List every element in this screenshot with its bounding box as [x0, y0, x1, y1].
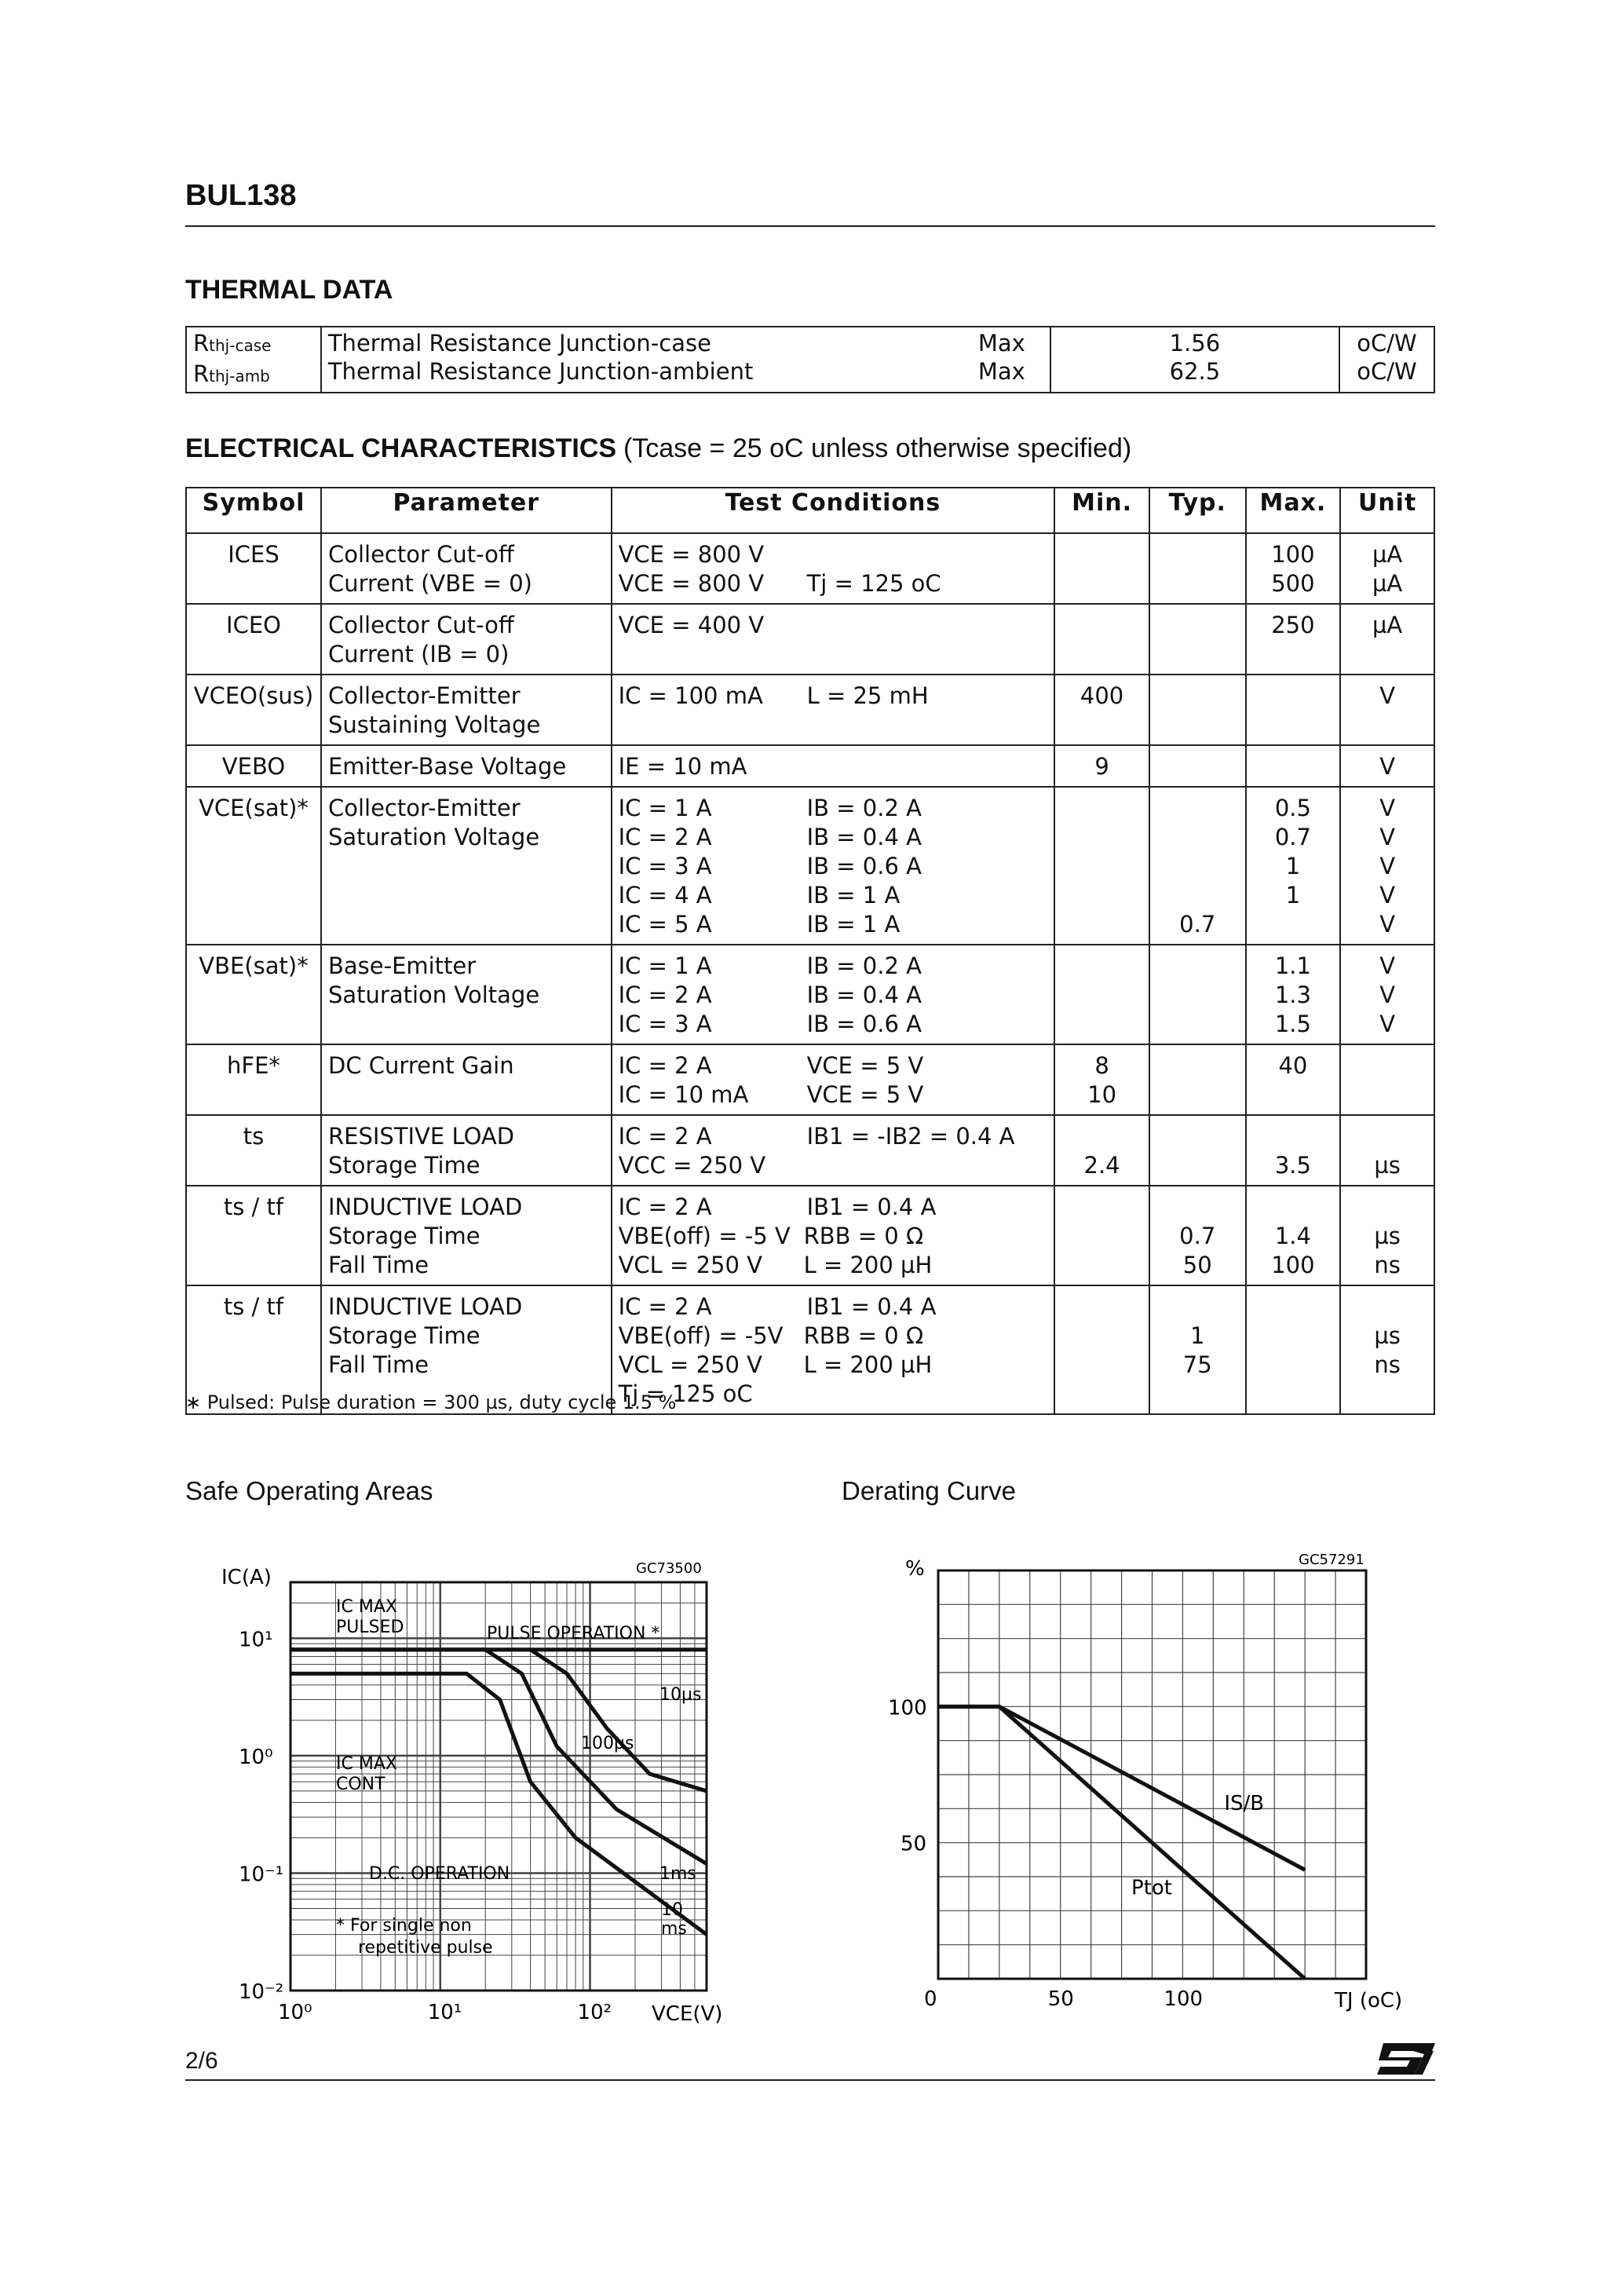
electrical-table [185, 487, 1435, 1415]
conditions-cell: VCE = 400 V [612, 604, 1055, 675]
conditions-cell: IC = 1 A IB = 0.2 A IC = 2 A IB = 0.4 A IC = 3 A IB = 0.6 A [612, 945, 1055, 1044]
min-cell: 9 [1054, 745, 1149, 787]
conditions-cell: IC = 2 A VCE = 5 V IC = 10 mA VCE = 5 V [612, 1044, 1055, 1115]
max-cell: 1.4 100 [1246, 1186, 1341, 1285]
parameter-cell: Collector-Emitter Sustaining Voltage [321, 675, 612, 745]
unit-cell [1340, 1044, 1434, 1115]
max-cell: 0.5 0.7 1 1 [1246, 787, 1341, 945]
col-symbol: Symbol [186, 488, 321, 533]
col-unit: Unit [1340, 488, 1434, 533]
header-rule [185, 225, 1435, 227]
conditions-cell: IC = 2 A IB1 = 0.4 A VBE(off) = -5V RBB = 0 Ω VCL = 250 V L = 200 µH Tj = 125 oC [612, 1285, 1055, 1414]
footnote: ∗ Pulsed: Pulse duration = 300 µs, duty cycle 1.5 % [185, 1391, 677, 1413]
min-cell: 400 [1054, 675, 1149, 745]
page-number: 2/6 [185, 2048, 218, 2074]
thermal-title: THERMAL DATA [185, 275, 393, 305]
x-tick-label: 50 [1047, 1987, 1074, 2011]
min-cell [1054, 533, 1149, 604]
soa-annotation: * For single non [336, 1916, 472, 1936]
y-tick-label: 10⁻² [239, 1980, 284, 2004]
symbol-cell: ICEO [186, 604, 321, 675]
soa-annotation: 10 [661, 1900, 683, 1920]
soa-annotation: 1ms [659, 1864, 696, 1884]
conditions-cell: VCE = 800 V VCE = 800 V Tj = 125 oC [612, 533, 1055, 604]
soa-caption: Safe Operating Areas [185, 1476, 433, 1505]
min-cell [1054, 787, 1149, 945]
min-cell [1054, 604, 1149, 675]
typ-cell [1149, 1115, 1246, 1186]
thermal-table [185, 326, 1435, 393]
unit-cell: µs ns [1340, 1186, 1434, 1285]
parameter-cell: Collector-Emitter Saturation Voltage [321, 787, 612, 945]
col-conditions: Test Conditions [612, 488, 1055, 533]
x-tick-label: 10² [577, 2001, 612, 2024]
x-tick-label: 100 [1164, 1987, 1204, 2011]
thermal-rows [186, 327, 1434, 393]
symbol-cell: ts / tf [186, 1285, 321, 1414]
typ-cell [1149, 1044, 1246, 1115]
typ-cell: 0.7 50 [1149, 1186, 1246, 1285]
symbol-cell: VCEO(sus) [186, 675, 321, 745]
y-tick-label: 100 [888, 1696, 927, 1720]
thermal-units: oC/W oC/W [1339, 327, 1434, 393]
thermal-descriptions: Thermal Resistance Junction-case Max Thermal Resistance Junction-ambient Max [321, 327, 1050, 393]
max-cell [1246, 745, 1341, 787]
symbol-cell: VCE(sat)* [186, 787, 321, 945]
unit-cell: µs ns [1340, 1285, 1434, 1414]
derating-caption: Derating Curve [842, 1476, 1016, 1505]
typ-cell: 0.7 [1149, 787, 1246, 945]
soa-annotation: 100µs [581, 1734, 634, 1753]
table-row [186, 945, 1434, 1044]
series-label-ptot: Ptot [1131, 1876, 1173, 1900]
series-label-isb: IS/B [1224, 1792, 1265, 1816]
footer-rule [185, 2079, 1435, 2081]
series-line [290, 1673, 707, 1934]
parameter-cell: Emitter-Base Voltage [321, 745, 612, 787]
thermal-values: 1.56 62.5 [1050, 327, 1339, 393]
min-cell [1054, 945, 1149, 1044]
soa-annotation: IC MAX [336, 1754, 397, 1774]
x-axis-label: VCE(V) [652, 2002, 723, 2026]
soa-annotation: 10µs [659, 1685, 702, 1705]
min-cell [1054, 1186, 1149, 1285]
symbol-cell: ts [186, 1115, 321, 1186]
max-cell [1246, 675, 1341, 745]
max-cell: 3.5 [1246, 1115, 1341, 1186]
soa-annotation: PULSE OPERATION * [487, 1624, 660, 1643]
conditions-cell: IC = 2 A IB1 = -IB2 = 0.4 A VCC = 250 V [612, 1115, 1055, 1186]
conditions-cell: IE = 10 mA [612, 745, 1055, 787]
col-parameter: Parameter [321, 488, 612, 533]
table-row [186, 1115, 1434, 1186]
col-typ: Typ. [1149, 488, 1246, 533]
unit-cell: V V V [1340, 945, 1434, 1044]
symbol-cell: VEBO [186, 745, 321, 787]
typ-cell [1149, 745, 1246, 787]
col-max: Max. [1246, 488, 1341, 533]
max-cell [1246, 1285, 1341, 1414]
thermal-symbols: Rthj-case Rthj-amb [186, 327, 321, 393]
max-cell: 40 [1246, 1044, 1341, 1115]
soa-annotation: ms [661, 1919, 687, 1939]
soa-annotation: D.C. OPERATION [369, 1864, 510, 1884]
parameter-cell: INDUCTIVE LOAD Storage Time Fall Time [321, 1285, 612, 1414]
unit-cell: V V V V V [1340, 787, 1434, 945]
table-row [186, 604, 1434, 675]
symbol-cell: hFE* [186, 1044, 321, 1115]
parameter-cell: DC Current Gain [321, 1044, 612, 1115]
max-cell: 250 [1246, 604, 1341, 675]
figure-code: GC73500 [636, 1560, 702, 1577]
typ-cell [1149, 675, 1246, 745]
table-row [186, 675, 1434, 745]
y-tick-label: 10⁰ [239, 1745, 273, 1769]
x-tick-label: 10⁰ [278, 2001, 312, 2024]
unit-cell: µs [1340, 1115, 1434, 1186]
y-tick-label: 10¹ [239, 1628, 273, 1652]
symbol-cell: ICES [186, 533, 321, 604]
table-row [186, 533, 1434, 604]
parameter-cell: RESISTIVE LOAD Storage Time [321, 1115, 612, 1186]
symbol-cell: ts / tf [186, 1186, 321, 1285]
electrical-rows [186, 533, 1434, 1414]
y-axis-label: % [905, 1557, 925, 1581]
table-row [186, 1186, 1434, 1285]
parameter-cell: INDUCTIVE LOAD Storage Time Fall Time [321, 1186, 612, 1285]
typ-cell [1149, 945, 1246, 1044]
parameter-cell: Base-Emitter Saturation Voltage [321, 945, 612, 1044]
typ-cell [1149, 604, 1246, 675]
unit-cell: V [1340, 745, 1434, 787]
max-cell: 1.1 1.3 1.5 [1246, 945, 1341, 1044]
x-tick-label: 10¹ [427, 2001, 462, 2024]
y-tick-label: 50 [901, 1832, 927, 1856]
parameter-cell: Collector Cut-off Current (VBE = 0) [321, 533, 612, 604]
max-cell: 100 500 [1246, 533, 1341, 604]
st-logo-icon [1375, 2040, 1435, 2075]
table-row [186, 787, 1434, 945]
unit-cell: V [1340, 675, 1434, 745]
min-cell: 2.4 [1054, 1115, 1149, 1186]
soa-annotation: PULSED [336, 1618, 404, 1637]
unit-cell: µA µA [1340, 533, 1434, 604]
x-tick-label: 0 [924, 1987, 937, 2011]
conditions-cell: IC = 100 mA L = 25 mH [612, 675, 1055, 745]
table-row [186, 1044, 1434, 1115]
y-axis-label: IC(A) [221, 1566, 272, 1589]
soa-annotation: repetitive pulse [358, 1938, 493, 1958]
conditions-cell: IC = 1 A IB = 0.2 A IC = 2 A IB = 0.4 A IC = 3 A IB = 0.6 A IC = 4 A IB = 1 A IC = 5 A IB = 1 A [612, 787, 1055, 945]
min-cell: 8 10 [1054, 1044, 1149, 1115]
soa-annotation: CONT [336, 1775, 385, 1794]
min-cell [1054, 1285, 1149, 1414]
parameter-cell: Collector Cut-off Current (IB = 0) [321, 604, 612, 675]
soa-chart [220, 1547, 738, 2034]
col-min: Min. [1054, 488, 1149, 533]
typ-cell: 1 75 [1149, 1285, 1246, 1414]
soa-annotation: IC MAX [336, 1597, 397, 1617]
conditions-cell: IC = 2 A IB1 = 0.4 A VBE(off) = -5 V RBB = 0 Ω VCL = 250 V L = 200 µH [612, 1186, 1055, 1285]
typ-cell [1149, 533, 1246, 604]
y-tick-label: 10⁻¹ [239, 1863, 284, 1887]
part-number: BUL138 [185, 179, 297, 212]
derating-chart [887, 1547, 1405, 2034]
electrical-heading: ELECTRICAL CHARACTERISTICS (Tcase = 25 oC unless otherwise specified) [185, 433, 1132, 463]
symbol-cell: VBE(sat)* [186, 945, 321, 1044]
table-row [186, 745, 1434, 787]
figure-code: GC57291 [1299, 1552, 1364, 1568]
table-header [186, 488, 1434, 533]
x-axis-label: TJ (oC) [1335, 1989, 1403, 2013]
unit-cell: µA [1340, 604, 1434, 675]
